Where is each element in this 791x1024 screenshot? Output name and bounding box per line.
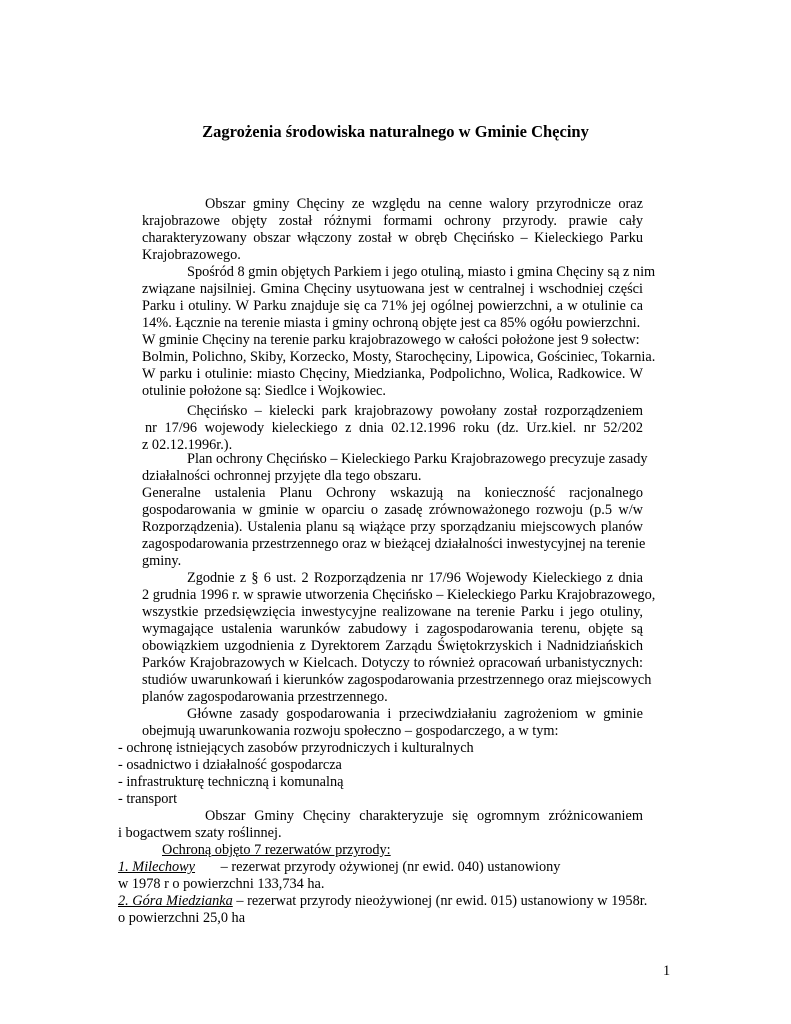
- reserve-continuation: o powierzchni 25,0 ha: [118, 910, 246, 926]
- list-item: - infrastrukturę techniczną i komunalną: [118, 774, 344, 790]
- reserve-entry: [118, 859, 643, 876]
- text-line: Bolmin, Polichno, Skiby, Korzecko, Mosty, Starochęciny, Lipowica, Gościniec, Tokarnia.: [142, 349, 656, 365]
- list-item: - ochronę istniejących zasobów przyrodniczych i kulturalnych: [118, 740, 474, 756]
- text-line: 14%. Łącznie na terenie miasta i gminy ochroną objęte jest ca 85% ogółu powierzchni.: [142, 315, 641, 331]
- text-line: Rozporządzenia). Ustalenia planu są wiążące przy sporządzaniu miejscowych planów: [142, 519, 643, 535]
- text-line: Główne zasady gospodarowania i przeciwdziałaniu zagrożeniom w gminie: [187, 706, 643, 722]
- text-line: krajobrazowe objęty został różnymi formami ochrony przyrody. prawie cały: [142, 213, 643, 229]
- text-line: Plan ochrony Chęcińsko – Kieleckiego Parku Krajobrazowego precyzuje zasady: [187, 451, 648, 467]
- reserve-name: 2. Góra Miedzianka: [118, 893, 233, 909]
- text-line: związane najsilniej. Gmina Chęciny usytuowana jest w centralnej i wschodniej części: [142, 281, 643, 297]
- text-line: z 02.12.1996r.).: [142, 437, 233, 453]
- text-line: działalności ochronnej przyjęte dla tego obszaru.: [142, 468, 422, 484]
- text-line: charakteryzowany obszar włączony został w obręb Chęcińsko – Kieleckiego Parku: [142, 230, 643, 246]
- text-line: 2 grudnia 1996 r. w sprawie utworzenia Chęcińsko – Kieleckiego Parku Krajobrazowego,: [142, 587, 656, 603]
- text-line: planów zagospodarowania przestrzennego.: [142, 689, 388, 705]
- text-line: wszystkie przedsięwzięcia inwestycyjne realizowane na terenie Parku i jego otuliny,: [142, 604, 643, 620]
- text-line: nr 17/96 wojewody kieleckiego z dnia 02.12.1996 roku (dz. Urz.kiel. nr 52/202: [145, 420, 643, 436]
- text-line: Chęcińsko – kielecki park krajobrazowy powołany został rozporządzeniem: [187, 403, 643, 419]
- reserve-description: – rezerwat przyrody ożywionej (nr ewid. 040) ustanowiony: [220, 859, 561, 875]
- text-line: Spośród 8 gmin objętych Parkiem i jego otuliną, miasto i gmina Chęciny są z nim: [187, 264, 656, 280]
- text-line: wymagające ustalenia warunków zabudowy i zagospodarowania terenu, objęte są: [142, 621, 643, 637]
- text-line: i bogactwem szaty roślinnej.: [118, 825, 282, 841]
- list-item: - transport: [118, 791, 178, 807]
- text-line: Obszar Gminy Chęciny charakteryzuje się ogromnym zróżnicowaniem: [205, 808, 643, 824]
- reserve-entry: [118, 893, 647, 910]
- text-line: gospodarowania w gminie w oparciu o zasadę zrównoważonego rozwoju (p.5 w/w: [142, 502, 643, 518]
- list-item: - osadnictwo i działalność gospodarcza: [118, 757, 342, 773]
- text-line: Parków Krajobrazowych w Kielcach. Dotyczy to również opracowań urbanistycznych:: [142, 655, 643, 671]
- text-line: Zgodnie z § 6 ust. 2 Rozporządzenia nr 17/96 Wojewody Kieleckiego z dnia: [187, 570, 643, 586]
- text-line: gminy.: [142, 553, 182, 569]
- text-line: obowiązkiem uzgodnienia z Dyrektorem Zarządu Świętokrzyskich i Nadnidziańskich: [142, 638, 643, 654]
- reserve-name: 1. Milechowy: [118, 859, 196, 875]
- text-line: W parku i otulinie: miasto Chęciny, Miedzianka, Podpolichno, Wolica, Radkowice. W: [142, 366, 643, 382]
- page-number: 1: [663, 963, 671, 979]
- reserve-continuation: w 1978 r o powierzchni 133,734 ha.: [118, 876, 325, 892]
- text-line: obejmują uwarunkowania rozwoju społeczno – gospodarczego, a w tym:: [142, 723, 559, 739]
- text-line: otulinie położone są: Siedlce i Wojkowiec.: [142, 383, 386, 399]
- reserve-description: – rezerwat przyrody nieożywionej (nr ewid. 015) ustanowiony w 1958r.: [232, 893, 648, 909]
- text-line: Obszar gminy Chęciny ze względu na cenne walory przyrodnicze oraz: [205, 196, 643, 212]
- text-line: zagospodarowania przestrzennego oraz w bieżącej działalności inwestycyjnej na terenie: [142, 536, 646, 552]
- text-line: studiów uwarunkowań i kierunków zagospodarowania przestrzennego oraz miejscowych: [142, 672, 652, 688]
- document-title: Zagrożenia środowiska naturalnego w Gminie Chęciny: [202, 122, 589, 141]
- reserves-heading: Ochroną objęto 7 rezerwatów przyrody:: [162, 842, 391, 858]
- text-line: Krajobrazowego.: [142, 247, 241, 263]
- text-line: Parku i otuliny. W Parku znajduje się ca 71% jej ogólnej powierzchni, a w otulinie ca: [142, 298, 643, 314]
- text-line: W gminie Chęciny na terenie parku krajobrazowego w całości położone jest 9 sołectw:: [142, 332, 640, 348]
- text-line: Generalne ustalenia Planu Ochrony wskazują na konieczność racjonalnego: [142, 485, 643, 501]
